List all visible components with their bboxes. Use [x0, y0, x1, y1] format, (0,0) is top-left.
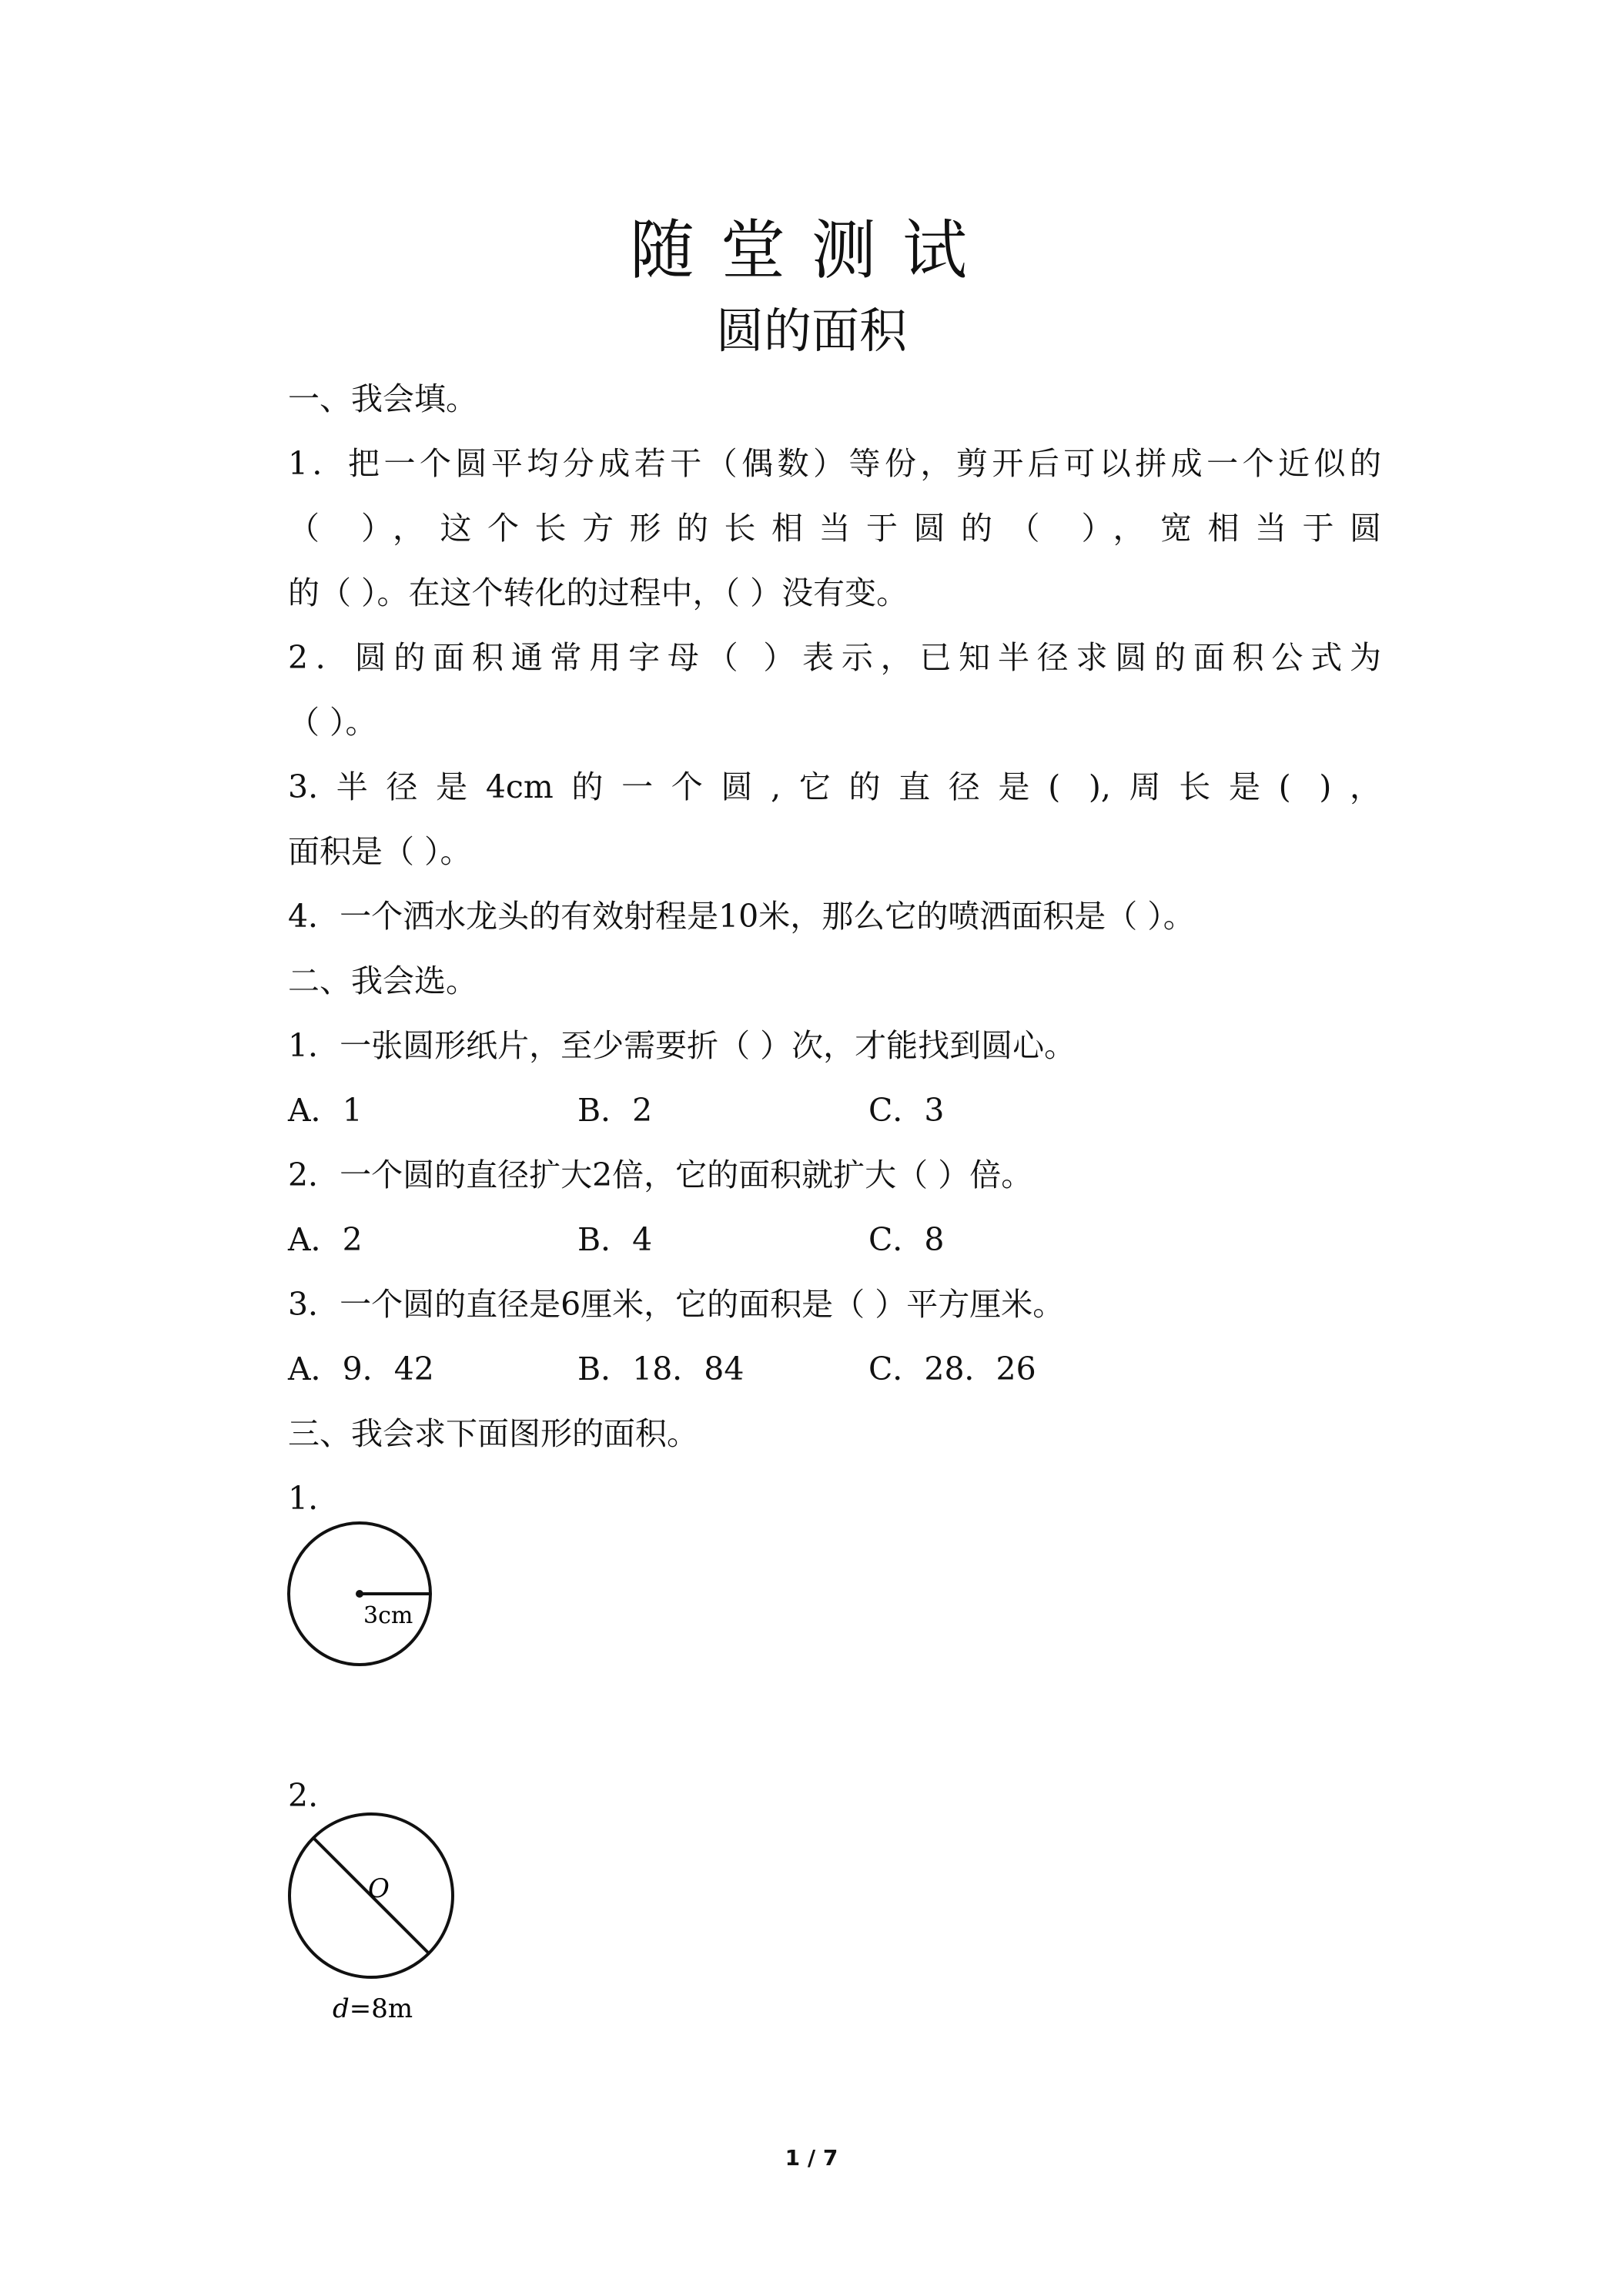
s1-q3-line2: 面积是（ ）。 [288, 833, 472, 870]
circle-2-diameter-label [333, 1993, 413, 2024]
s1-q2-line2: （ ）。 [288, 704, 377, 741]
diameter-var: d [333, 1993, 350, 2024]
diameter-val: =8m [349, 1993, 413, 2024]
s1-q3-line1: 3.半径是4cm的一个圆,它的直径是( ),周长是( )， [288, 768, 1381, 805]
s1-q1-line1: 1．把一个圆平均分成若干（偶数）等份，剪开后可以拼成一个近似的 [288, 445, 1381, 482]
s2-q1: 1．一张圆形纸片，至少需要折（ ）次，才能找到圆心。 [288, 1027, 1076, 1064]
circle-1-center-dot [356, 1590, 363, 1598]
page-subtitle: 圆的面积 [715, 303, 907, 359]
s1-q1-line3: 的（ ）。在这个转化的过程中，（ ）没有变。 [288, 574, 909, 611]
s3-fig2-label: 2. [288, 1777, 319, 1814]
section1-heading: 一、我会填。 [288, 380, 477, 417]
s2-q3: 3．一个圆的直径是6厘米，它的面积是（ ）平方厘米。 [288, 1286, 1065, 1323]
s2-q1-option-c: C．3 [868, 1092, 945, 1129]
circle-2-center-label: O [368, 1873, 390, 1904]
s1-q1-line2-text: （ ），这个长方形的长相当于圆的（ ），宽相当于圆 [288, 510, 1381, 547]
s2-q2-option-a: A．2 [288, 1221, 363, 1258]
circle-diameter-figure [277, 1811, 477, 2027]
section2-heading: 二、我会选。 [288, 962, 477, 999]
s2-q2-option-c: C．8 [868, 1221, 945, 1258]
circle-radius-figure [277, 1517, 462, 1678]
s2-q3-option-b: B．18．84 [577, 1350, 745, 1387]
s1-q1-line2 [288, 505, 1381, 551]
section3-heading: 三、我会求下面图形的面积。 [288, 1415, 698, 1452]
s1-q2-line1: 2．圆的面积通常用字母（ ）表示，已知半径求圆的面积公式为 [288, 639, 1381, 676]
circle-1-radius-label: 3cm [363, 1602, 413, 1629]
s2-q3-option-a: A．9．42 [288, 1350, 434, 1387]
s2-q2-option-b: B．4 [577, 1221, 653, 1258]
s2-q3-option-c: C．28．26 [868, 1350, 1036, 1387]
s2-q1-option-b: B．2 [577, 1092, 653, 1129]
s2-q1-option-a: A．1 [288, 1092, 363, 1129]
page-number: 1 / 7 [785, 2145, 838, 2170]
s1-q4-line1: 4．一个洒水龙头的有效射程是10米，那么它的喷洒面积是（ ）。 [288, 898, 1195, 935]
s3-fig1-label: 1. [288, 1480, 319, 1517]
page-title: 随堂测试 [629, 213, 993, 288]
s2-q2: 2．一个圆的直径扩大2倍，它的面积就扩大（ ）倍。 [288, 1156, 1033, 1193]
